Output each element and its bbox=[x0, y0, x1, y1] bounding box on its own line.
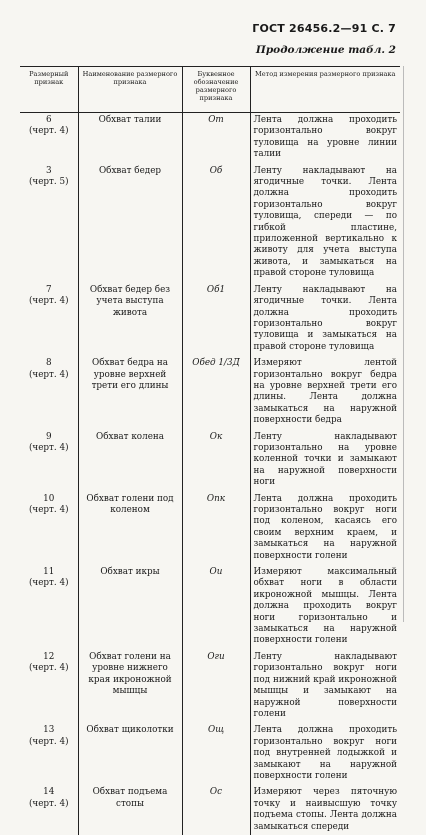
measurement-method: Ленту накладывают на ягодичные точки. Лента должна проходить горизонтально вокруг туловища и замыкаться на правой стороне туловища bbox=[250, 282, 400, 355]
feature-number-cell bbox=[20, 564, 78, 649]
feature-number-cell bbox=[20, 491, 78, 564]
table-row bbox=[20, 784, 400, 835]
feature-symbol: Oги bbox=[182, 649, 250, 722]
feature-number-cell bbox=[20, 355, 78, 428]
feature-symbol: Oщ bbox=[182, 722, 250, 784]
feature-symbol: Oс bbox=[182, 784, 250, 835]
figure-reference: (черт. 5) bbox=[28, 177, 69, 188]
feature-symbol: Oб bbox=[182, 163, 250, 282]
feature-name: Обхват голени на уровне нижнего края икроножной мышцы bbox=[78, 649, 182, 722]
feature-name: Обхват икры bbox=[78, 564, 182, 649]
table-row bbox=[20, 282, 400, 355]
feature-number: 13 bbox=[43, 725, 55, 736]
feature-symbol: Oбед 1/3Д bbox=[182, 355, 250, 428]
feature-name: Обхват щиколотки bbox=[78, 722, 182, 784]
measurement-method: Лента должна проходить горизонтально вокруг ноги под коленом, касаясь его своим верхним краем, и замыкаться на наружной поверхности голени bbox=[250, 491, 400, 564]
measurement-method: Измеряют через пяточную точку и наивысшую точку подъема стопы. Лента должна замыкаться спереди bbox=[250, 784, 400, 835]
table-row bbox=[20, 491, 400, 564]
feature-number: 6 bbox=[45, 115, 52, 125]
feature-name: Обхват бедер bbox=[78, 163, 182, 282]
measurement-method: Лента должна проходить горизонтально вокруг ноги под внутренней лодыжкой и замыкают на наружной поверхности голени bbox=[250, 722, 400, 784]
figure-reference: (черт. 4) bbox=[28, 296, 69, 307]
feature-name: Обхват голени под коленом bbox=[78, 491, 182, 564]
figure-reference: (черт. 4) bbox=[28, 663, 69, 674]
feature-symbol: Oпк bbox=[182, 491, 250, 564]
measurement-method: Ленту накладывают на ягодичные точки. Лента должна проходить горизонтально вокруг туловища, спереди — по гибкой пластине, приложенной вертикально к животу для учета выступа живота, и замыкаться на правой стороне туловища bbox=[250, 163, 400, 282]
feature-number: 3 bbox=[45, 165, 52, 176]
table-continuation-label: Продолжение табл. 2 bbox=[255, 44, 396, 56]
measurement-table bbox=[20, 66, 400, 835]
table-row bbox=[20, 355, 400, 428]
feature-symbol: Oт bbox=[182, 113, 250, 163]
measurement-method: Лента должна проходить горизонтально вокруг туловища на уровне линии талии bbox=[250, 113, 400, 163]
table-row bbox=[20, 722, 400, 784]
feature-number: 9 bbox=[45, 431, 52, 442]
figure-reference: (черт. 4) bbox=[28, 369, 69, 380]
feature-number-cell bbox=[20, 649, 78, 722]
feature-symbol: Oб1 bbox=[182, 282, 250, 355]
measurement-method: Ленту накладывают горизонтально вокруг ноги под нижний край икроножной мышцы и замыкают на наружной поверхности голени bbox=[250, 649, 400, 722]
feature-name: Обхват талии bbox=[78, 113, 182, 163]
feature-number: 10 bbox=[43, 493, 55, 504]
measurement-method: Ленту накладывают горизонтально на уровне коленной точки и замыкают на наружной поверхности ноги bbox=[250, 429, 400, 491]
table-row bbox=[20, 649, 400, 722]
table-row bbox=[20, 163, 400, 282]
feature-number: 8 bbox=[45, 358, 52, 369]
feature-number-cell bbox=[20, 429, 78, 491]
feature-symbol: Oк bbox=[182, 429, 250, 491]
right-margin-line bbox=[403, 66, 404, 622]
table-row bbox=[20, 429, 400, 491]
figure-reference: (черт. 4) bbox=[28, 736, 69, 747]
feature-symbol: Oи bbox=[182, 564, 250, 649]
feature-number-cell bbox=[20, 163, 78, 282]
table-body bbox=[20, 113, 400, 835]
table-row bbox=[20, 564, 400, 649]
feature-name: Обхват бедра на уровне верхней трети его длины bbox=[78, 355, 182, 428]
feature-number-cell bbox=[20, 784, 78, 835]
table-header-row bbox=[20, 67, 400, 113]
feature-name: Обхват подъема стопы bbox=[78, 784, 182, 835]
feature-number: 11 bbox=[43, 567, 55, 578]
figure-reference: (черт. 4) bbox=[28, 505, 69, 515]
figure-reference: (черт. 4) bbox=[28, 442, 69, 453]
measurement-method: Измеряют лентой горизонтально вокруг бедра на уровне верхней трети его длины. Лента должна замыкаться на наружной поверхности бедра bbox=[250, 355, 400, 428]
column-header-symbol: Буквенное обозначение размерного признака bbox=[182, 67, 250, 113]
figure-reference: (черт. 4) bbox=[28, 798, 69, 809]
feature-number: 14 bbox=[43, 787, 55, 798]
feature-number: 12 bbox=[43, 651, 55, 662]
column-header-name: Наименование размерного признака bbox=[78, 67, 182, 113]
feature-name: Обхват бедер без учета выступа живота bbox=[78, 282, 182, 355]
feature-name: Обхват колена bbox=[78, 429, 182, 491]
measurement-method: Измеряют максимальный обхват ноги в области икроножной мышцы. Лента должна проходить вокруг ноги горизонтально и замыкаться на наружной поверхности голени bbox=[250, 564, 400, 649]
feature-number: 7 bbox=[45, 284, 52, 295]
table-row bbox=[20, 113, 400, 163]
figure-reference: (черт. 4) bbox=[28, 578, 69, 589]
column-header-feature: Размерный признак bbox=[20, 67, 78, 113]
feature-number-cell bbox=[20, 113, 78, 163]
document-code: ГОСТ 26456.2—91 С. 7 bbox=[252, 22, 396, 35]
figure-reference: (черт. 4) bbox=[28, 126, 69, 137]
feature-number-cell bbox=[20, 722, 78, 784]
feature-number-cell bbox=[20, 282, 78, 355]
column-header-method: Метод измерения размерного признака bbox=[250, 67, 400, 113]
